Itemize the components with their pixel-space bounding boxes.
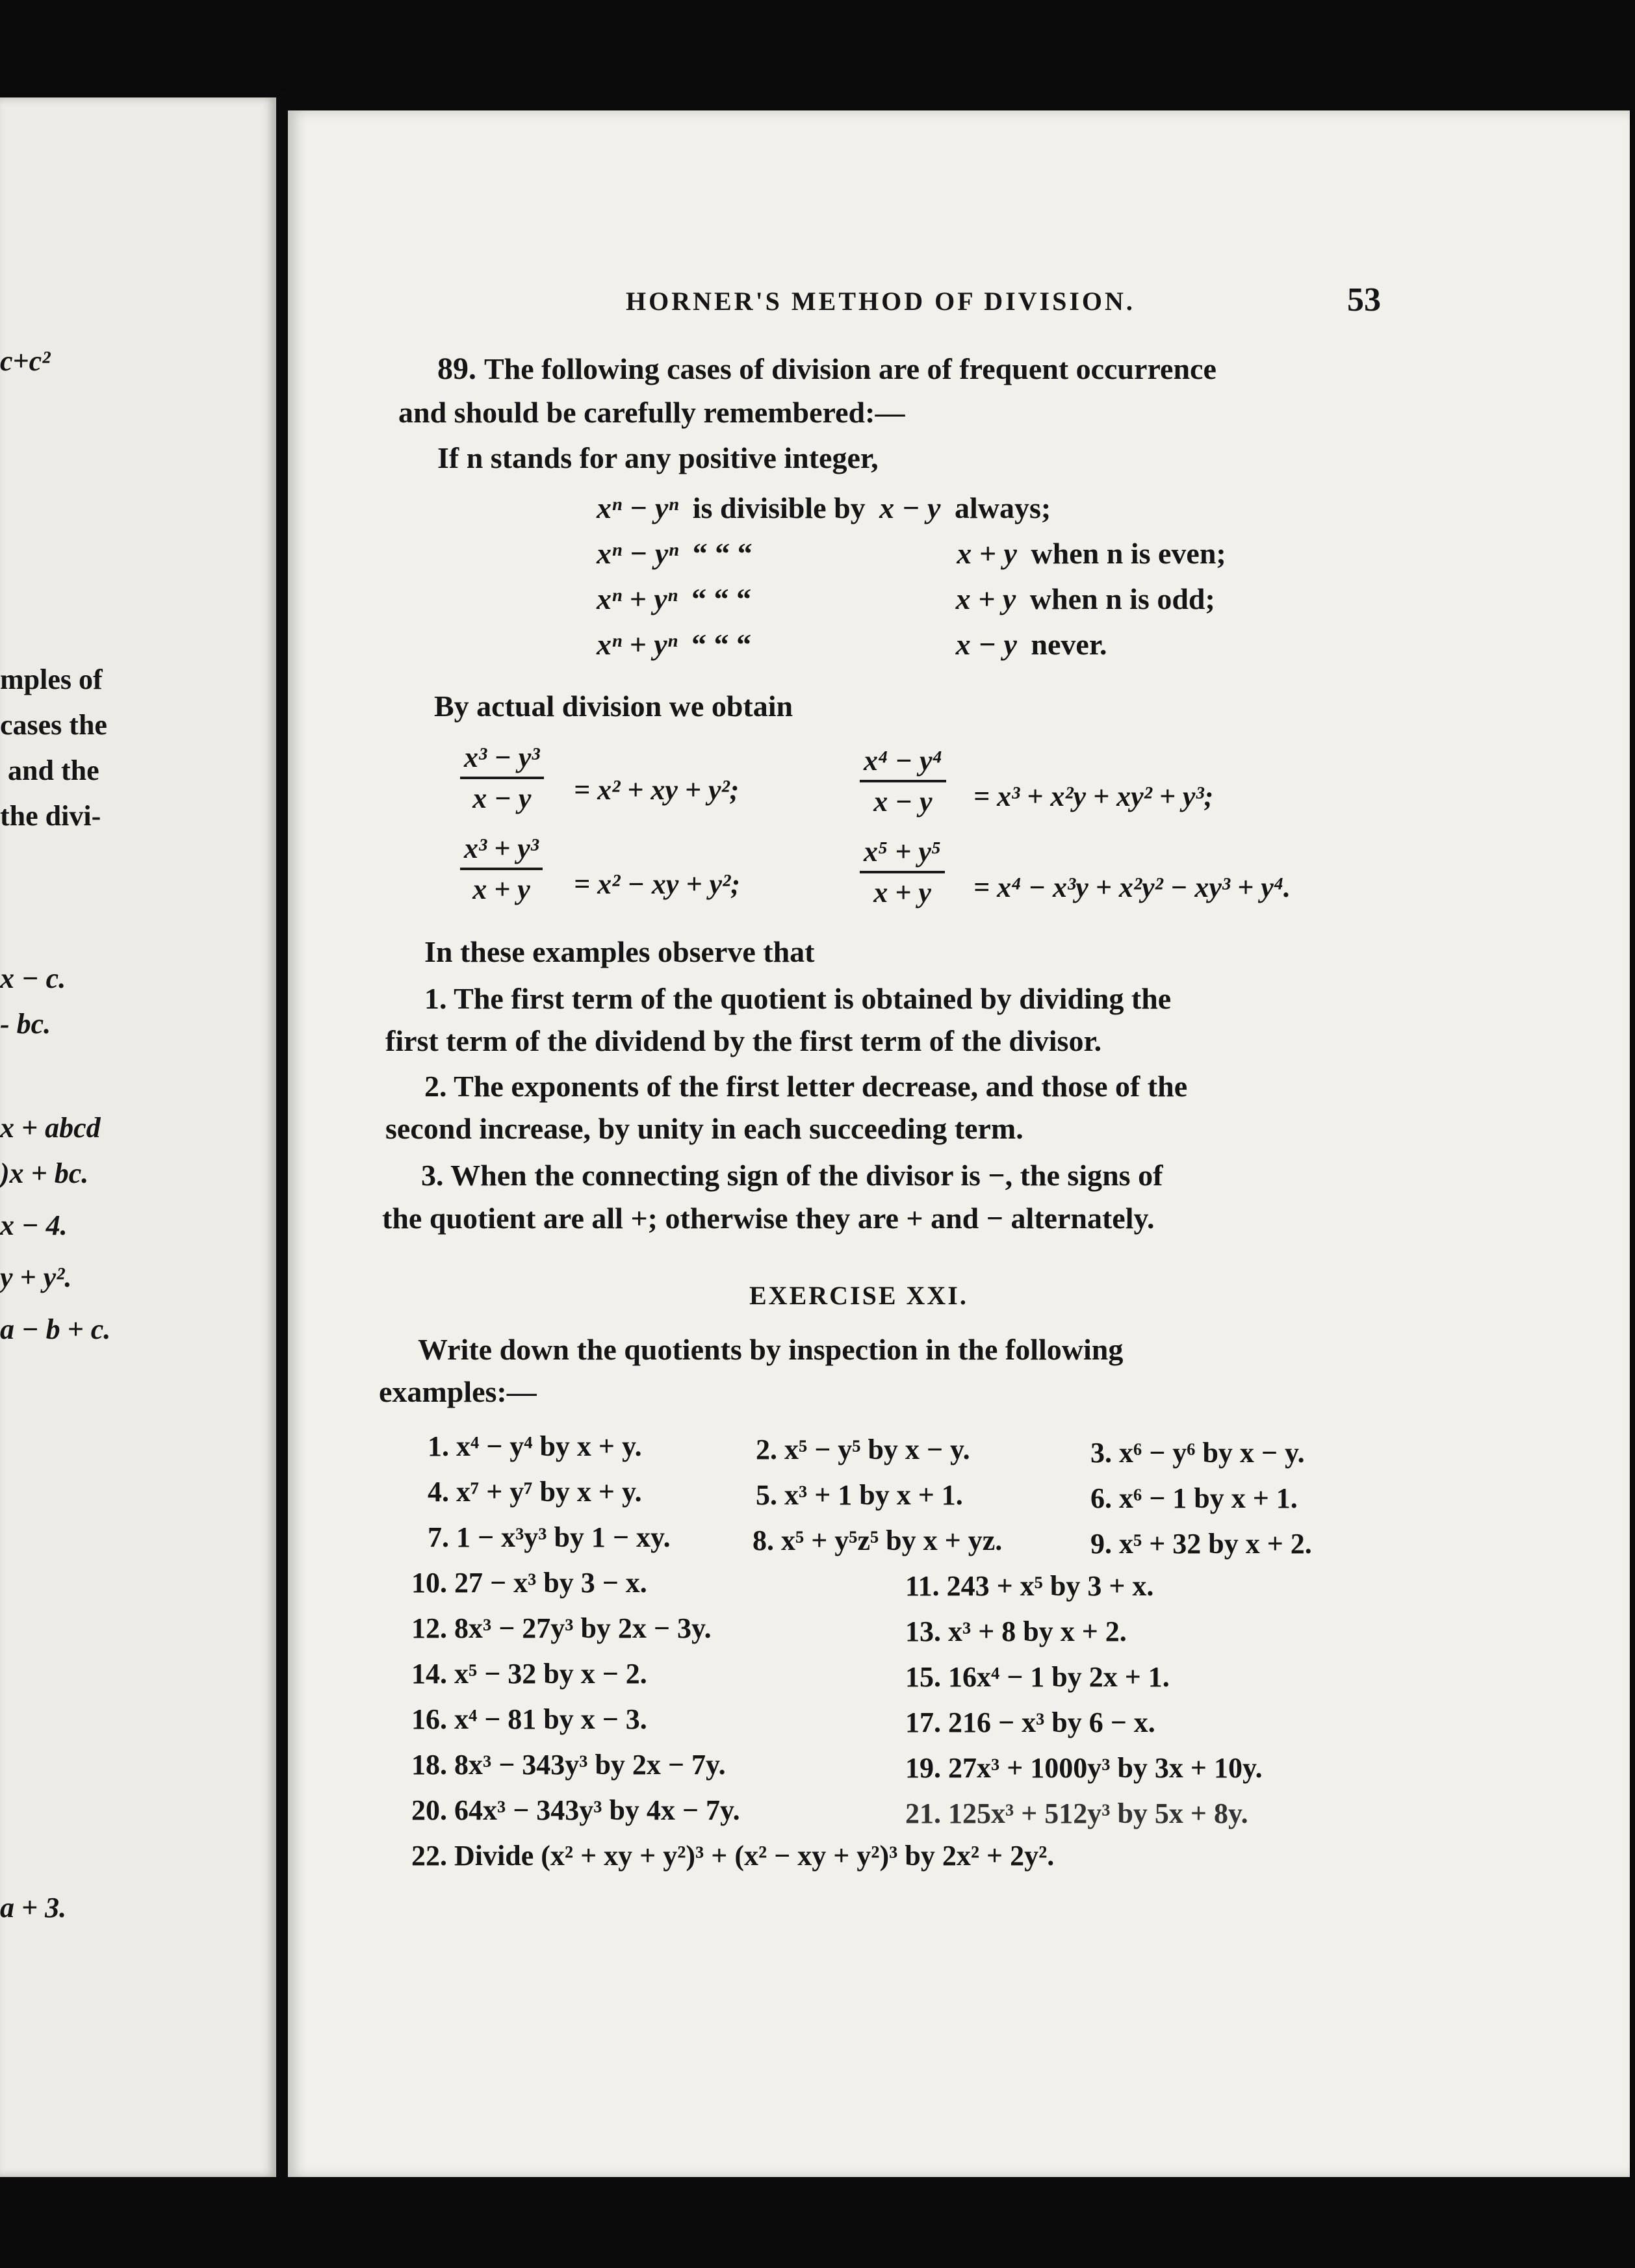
- exercise-instructions: Write down the quotients by inspection in the following: [418, 1333, 1124, 1366]
- rule-row: xⁿ − yⁿ “ “ “ x + y when n is even;: [597, 537, 1226, 570]
- exercise-item: 8. x⁵ + y⁵z⁵ by x + yz.: [753, 1525, 1003, 1556]
- exercise-item: 16. x⁴ − 81 by x − 3.: [411, 1703, 647, 1735]
- actual-division-line: By actual division we obtain: [434, 689, 793, 723]
- left-fragment: cases the: [0, 709, 107, 741]
- equation-rhs: = x⁴ − x³y + x²y² − xy³ + y⁴.: [973, 871, 1291, 903]
- section-intro-line1: The following cases of division are of frequent occurrence: [484, 352, 1217, 385]
- exercise-item: 2. x⁵ − y⁵ by x − y.: [756, 1434, 970, 1465]
- left-fragment: - bc.: [0, 1008, 51, 1040]
- left-fragment: c+c²: [0, 345, 51, 377]
- exercise-item: 6. x⁶ − 1 by x + 1.: [1090, 1482, 1298, 1514]
- equation-fraction: $\frac{\text{x³ + y³}}{x + y}$: [460, 832, 543, 906]
- left-fragment: x + abcd: [0, 1112, 101, 1144]
- exercise-item: 22. Divide (x² + xy + y²)³ + (x² − xy + y²)³ by 2x² + 2y².: [411, 1840, 1055, 1872]
- section-number: 89.: [437, 352, 476, 386]
- exercise-item: 1. x⁴ − y⁴ by x + y.: [428, 1430, 642, 1462]
- if-line: If n stands for any positive integer,: [437, 441, 879, 474]
- left-fragment: mples of: [0, 664, 103, 695]
- observation-line: second increase, by unity in each succeeding term.: [385, 1112, 1023, 1145]
- observation-line: 3. When the connecting sign of the divisor is −, the signs of: [421, 1159, 1163, 1192]
- section-intro-line2: and should be carefully remembered:—: [398, 396, 905, 429]
- exercise-item: 13. x³ + 8 by x + 2.: [905, 1616, 1127, 1647]
- exercise-item: 15. 16x⁴ − 1 by 2x + 1.: [905, 1661, 1170, 1693]
- left-page: [0, 97, 276, 2177]
- exercise-title: EXERCISE XXI.: [749, 1281, 968, 1310]
- page-number: 53: [1347, 281, 1381, 318]
- left-fragment: x − c.: [0, 962, 66, 994]
- equation-fraction: $\frac{\text{x⁴ − y⁴}}{x - y}$: [860, 744, 946, 818]
- observation-line: 2. The exponents of the first letter decrease, and those of the: [424, 1070, 1188, 1103]
- exercise-item: 3. x⁶ − y⁶ by x − y.: [1090, 1437, 1305, 1469]
- equation-fraction: $\frac{\text{x⁵ + y⁵}}{x + y}$: [860, 835, 945, 909]
- exercise-item: 12. 8x³ − 27y³ by 2x − 3y.: [411, 1612, 712, 1644]
- section-intro: [437, 351, 1217, 387]
- exercise-item: 18. 8x³ − 343y³ by 2x − 7y.: [411, 1749, 726, 1781]
- exercise-item: 9. x⁵ + 32 by x + 2.: [1090, 1528, 1312, 1560]
- left-fragment: a − b + c.: [0, 1313, 111, 1345]
- left-fragment: x − 4.: [0, 1209, 68, 1241]
- observation-line: 1. The first term of the quotient is obtained by dividing the: [424, 982, 1172, 1015]
- observation-line: first term of the dividend by the first term of the divisor.: [385, 1024, 1102, 1057]
- exercise-item: 19. 27x³ + 1000y³ by 3x + 10y.: [905, 1752, 1263, 1784]
- left-fragment: )x + bc.: [0, 1157, 89, 1189]
- running-header: HORNER'S METHOD OF DIVISION.: [626, 287, 1135, 316]
- exercise-item: 11. 243 + x⁵ by 3 + x.: [905, 1570, 1154, 1602]
- equation-fraction: $\frac{\text{x³ − y³}}{x - y}$: [460, 741, 544, 815]
- exercise-instructions: examples:—: [379, 1375, 537, 1408]
- exercise-item: 21. 125x³ + 512y³ by 5x + 8y.: [905, 1798, 1248, 1829]
- left-fragment: the divi-: [0, 800, 101, 832]
- main-page: [288, 110, 1630, 2177]
- observe-line: In these examples observe that: [424, 935, 815, 968]
- rule-row: xⁿ + yⁿ “ “ “ x + y when n is odd;: [597, 582, 1215, 615]
- equation-rhs: = x³ + x²y + xy² + y³;: [973, 780, 1214, 812]
- exercise-item: 7. 1 − x³y³ by 1 − xy.: [428, 1521, 671, 1553]
- exercise-item: 20. 64x³ − 343y³ by 4x − 7y.: [411, 1794, 740, 1826]
- left-fragment: a + 3.: [0, 1892, 67, 1924]
- observation-line: the quotient are all +; otherwise they are + and − alternately.: [382, 1202, 1155, 1235]
- left-fragment: y + y².: [0, 1261, 72, 1293]
- exercise-item: 10. 27 − x³ by 3 − x.: [411, 1567, 647, 1599]
- exercise-item: 5. x³ + 1 by x + 1.: [756, 1479, 963, 1511]
- exercise-item: 4. x⁷ + y⁷ by x + y.: [428, 1476, 642, 1508]
- equation-rhs: = x² − xy + y²;: [574, 868, 740, 900]
- rule-row: xⁿ − yⁿ is divisible by x − y always;: [597, 491, 1051, 524]
- left-fragment: and the: [8, 754, 99, 786]
- exercise-item: 17. 216 − x³ by 6 − x.: [905, 1707, 1155, 1738]
- equation-rhs: = x² + xy + y²;: [574, 774, 740, 806]
- rule-row: xⁿ + yⁿ “ “ “ x − y never.: [597, 628, 1107, 661]
- exercise-item: 14. x⁵ − 32 by x − 2.: [411, 1658, 647, 1690]
- book-spine: [276, 91, 288, 2190]
